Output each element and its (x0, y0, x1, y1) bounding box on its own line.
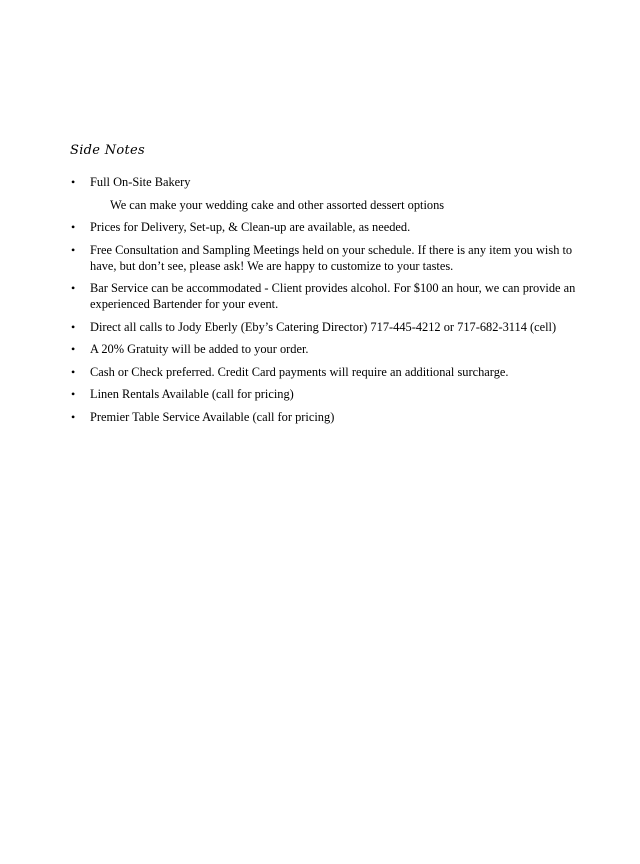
list-item (68, 319, 588, 335)
list-item (68, 280, 588, 312)
list-item (68, 341, 588, 357)
bullet-icon: • (71, 319, 76, 334)
note-text: Direct all calls to Jody Eberly (Eby’s Catering Director) 717-445-4212 or 717-682-3114 (cell) (90, 319, 557, 334)
note-subtext: We can make your wedding cake and other assorted dessert options (110, 197, 445, 212)
bullet-icon: • (71, 409, 76, 424)
side-notes-list (68, 174, 588, 431)
note-text: Full On-Site Bakery (90, 175, 191, 189)
list-item (68, 364, 588, 380)
bullet-icon: • (71, 242, 76, 257)
bullet-icon: • (71, 342, 76, 356)
bullet-icon: • (71, 281, 76, 295)
list-item (68, 174, 588, 213)
bullet-icon: • (71, 364, 76, 379)
note-text: Free Consultation and Sampling Meetings held on your schedule. If there is any item you wish to have, but don’t see, please ask! We are happy to customize to your tastes. (90, 242, 573, 273)
list-item (68, 219, 588, 235)
note-text: A 20% Gratuity will be added to your order. (90, 342, 309, 356)
note-text: Premier Table Service Available (call for pricing) (90, 409, 335, 424)
note-text: Prices for Delivery, Set-up, & Clean-up are available, as needed. (90, 220, 411, 234)
side-notes-heading: Side Notes (70, 143, 146, 158)
list-item (68, 386, 588, 402)
bullet-icon: • (71, 175, 76, 189)
bullet-icon: • (71, 220, 76, 234)
list-item (68, 409, 588, 425)
note-text: Linen Rentals Available (call for pricing) (90, 387, 294, 401)
note-text: Bar Service can be accommodated - Client provides alcohol. For $100 an hour, we can provide an experienced Bartender for your event. (90, 281, 576, 311)
bullet-icon: • (71, 387, 76, 401)
note-text: Cash or Check preferred. Credit Card payments will require an additional surcharge. (90, 364, 509, 379)
list-item (68, 242, 588, 274)
